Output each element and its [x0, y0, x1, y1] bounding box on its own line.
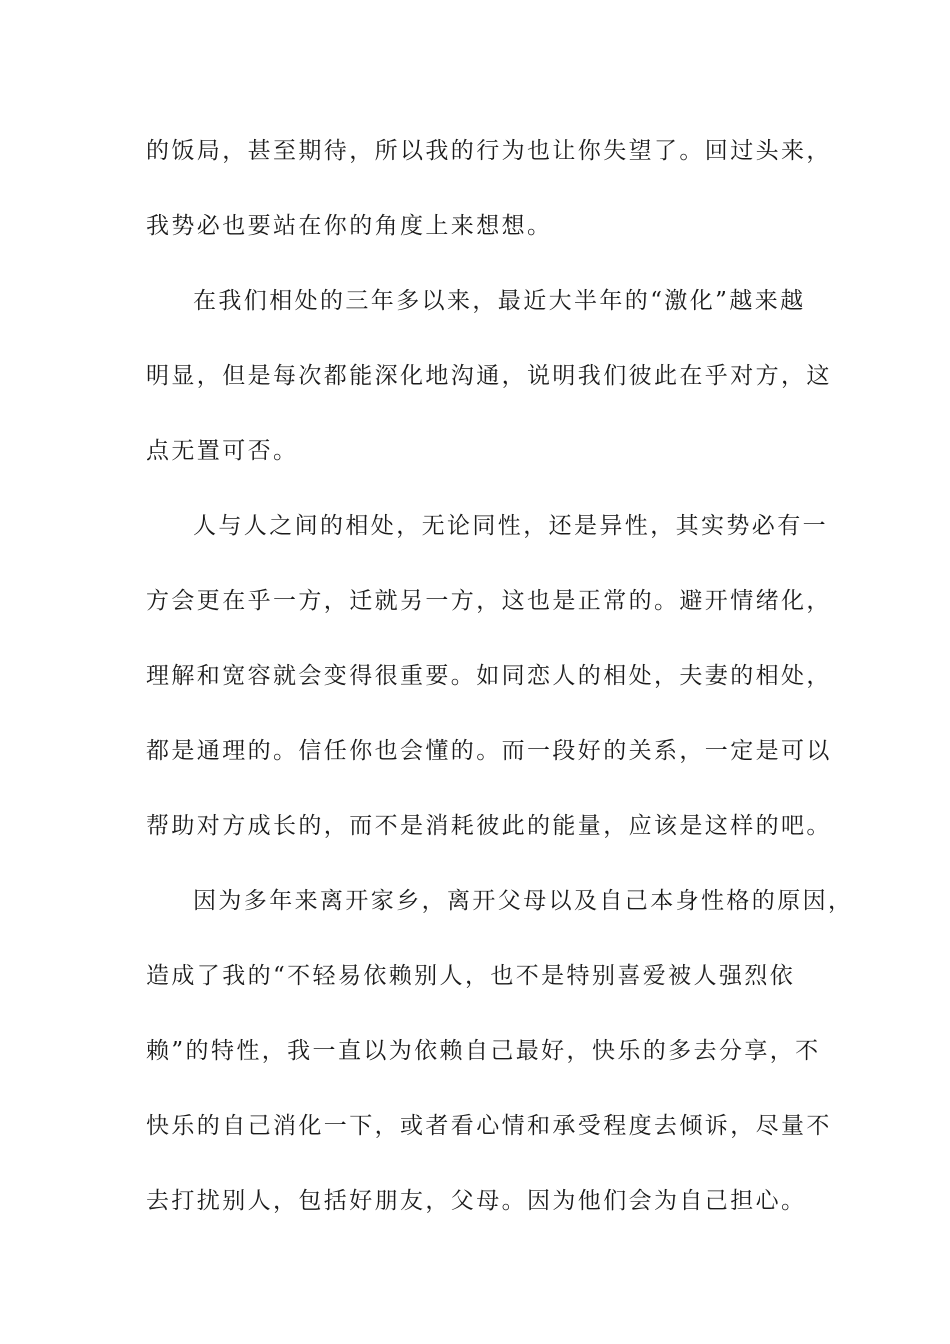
text-line: 方会更在乎一方，迁就另一方，这也是正常的。避开情绪化， [146, 588, 832, 614]
text-line: 去打扰别人，包括好朋友，父母。因为他们会为自己担心。 [146, 1188, 807, 1214]
text-line: 理解和宽容就会变得很重要。如同恋人的相处，夫妻的相处， [146, 663, 832, 689]
text-line: 帮助对方成长的，而不是消耗彼此的能量，应该是这样的吧。 [146, 813, 832, 839]
text-line: 快乐的自己消化一下，或者看心情和承受程度去倾诉，尽量不 [146, 1113, 832, 1139]
text-line: 的饭局，甚至期待，所以我的行为也让你失望了。回过头来， [146, 138, 832, 164]
text-line: 明显，但是每次都能深化地沟通，说明我们彼此在乎对方，这 [146, 363, 832, 389]
paragraph-first-line: 在我们相处的三年多以来，最近大半年的“激化”越来越 [193, 288, 806, 314]
text-line: 赖”的特性，我一直以为依赖自己最好，快乐的多去分享，不 [146, 1038, 821, 1064]
text-line: 我势必也要站在你的角度上来想想。 [146, 213, 553, 239]
text-line: 都是通理的。信任你也会懂的。而一段好的关系，一定是可以 [146, 738, 832, 764]
paragraph-first-line: 人与人之间的相处，无论同性，还是异性，其实势必有一 [193, 513, 828, 539]
text-line: 点无置可否。 [146, 438, 299, 464]
paragraph-first-line: 因为多年来离开家乡，离开父母以及自己本身性格的原因， [193, 888, 854, 914]
text-line: 造成了我的“不轻易依赖别人，也不是特别喜爱被人强烈依 [146, 963, 796, 989]
